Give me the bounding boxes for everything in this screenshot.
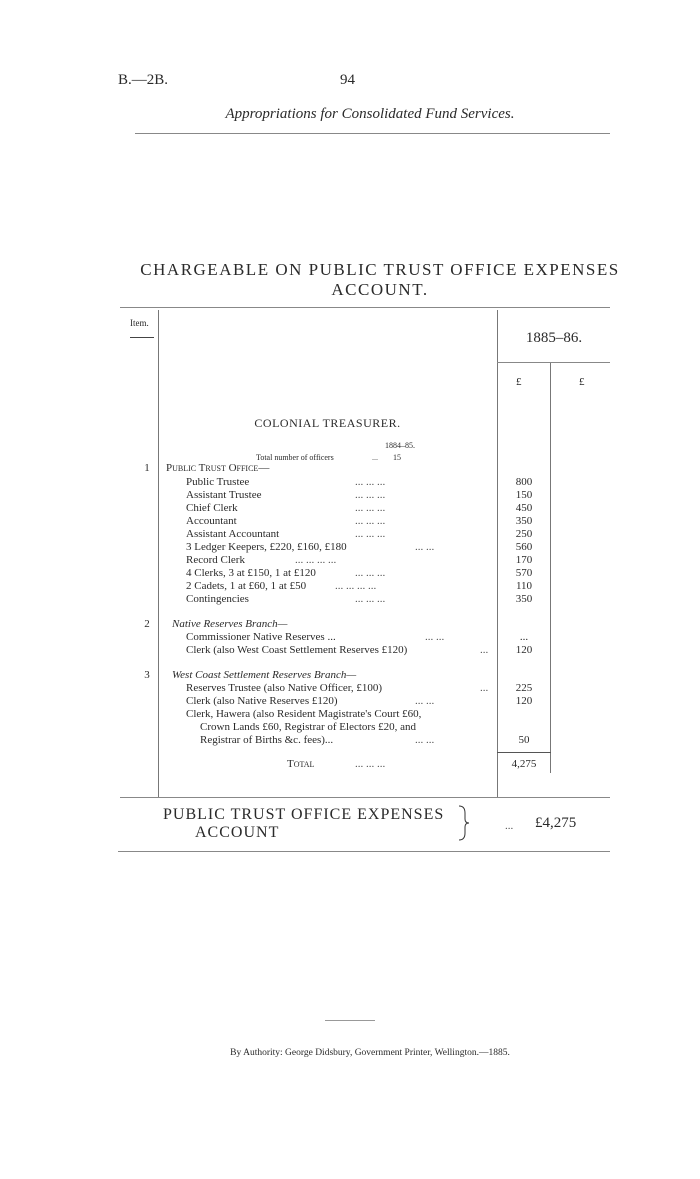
footer-rule	[325, 1020, 375, 1021]
line-amount: 120	[515, 695, 533, 707]
page-subtitle: Appropriations for Consolidated Fund Services.	[225, 106, 515, 122]
group-heading: West Coast Settlement Reserves Branch—	[172, 669, 357, 681]
line-dots: ... ... ... ...	[335, 580, 377, 592]
line-label: 2 Cadets, 1 at £60, 1 at £50	[186, 580, 307, 592]
line-amount: 110	[515, 580, 533, 592]
line-amount: 120	[515, 644, 533, 656]
document-reference: B.—2B.	[118, 72, 169, 88]
total-dots: ... ... ...	[355, 758, 386, 770]
line-label: Accountant	[186, 515, 237, 527]
line-label: Commissioner Native Reserves ...	[186, 631, 336, 643]
officers-dots: ...	[372, 453, 378, 462]
line-amount: ...	[519, 631, 529, 643]
line-amount: 570	[515, 567, 533, 579]
amount-column-divider	[497, 310, 498, 798]
total-amount: 4,275	[511, 758, 537, 770]
header-rule	[135, 133, 610, 134]
col2-unit: £	[579, 376, 585, 388]
line-dots: ... ...	[425, 631, 445, 643]
item-header-underline	[130, 337, 154, 338]
officers-label: Total number of officers	[256, 453, 334, 462]
line-label: Clerk (also Native Reserves £120)	[186, 695, 338, 707]
line-amount: 50	[518, 734, 530, 746]
line-amount: 150	[515, 489, 533, 501]
line-label: Assistant Trustee	[186, 489, 262, 501]
page-number: 94	[340, 72, 355, 88]
line-label: Contingencies	[186, 593, 249, 605]
col1-unit: £	[516, 376, 522, 388]
line-dots: ... ... ... ...	[295, 554, 337, 566]
summary-dots: ...	[505, 820, 514, 832]
year-header: 1885–86.	[525, 330, 583, 346]
line-dots: ... ...	[415, 734, 435, 746]
section-title: COLONIAL TREASURER.	[254, 416, 401, 430]
line-label: 3 Ledger Keepers, £220, £160, £180	[186, 541, 347, 553]
line-dots: ... ... ...	[355, 489, 386, 501]
line-amount: 225	[515, 682, 533, 694]
line-label: Reserves Trustee (also Native Officer, £100)	[186, 682, 383, 694]
line-label: Public Trustee	[186, 476, 250, 488]
group-heading: Native Reserves Branch—	[172, 618, 288, 630]
line-dots: ... ... ...	[355, 567, 386, 579]
line-dots: ... ... ...	[355, 528, 386, 540]
line-amount: 450	[515, 502, 533, 514]
item-number: 3	[144, 669, 150, 681]
line-label: Clerk (also West Coast Settlement Reserves £120)	[186, 644, 408, 656]
title-line-2: ACCOUNT.	[331, 280, 429, 299]
total-label: Total	[287, 758, 315, 770]
summary-label	[163, 806, 444, 842]
line-dots: ... ... ...	[355, 593, 386, 605]
item-number: 1	[144, 462, 150, 474]
line-dots: ... ... ...	[355, 502, 386, 514]
line-dots: ... ...	[415, 695, 435, 707]
line-amount: 350	[515, 593, 533, 605]
line-dots: ...	[480, 644, 489, 656]
title-line-1: CHARGEABLE ON PUBLIC TRUST OFFICE EXPENSES	[140, 260, 620, 279]
line-label: Chief Clerk	[186, 502, 238, 514]
summary-rule	[118, 851, 610, 852]
line-amount: 170	[515, 554, 533, 566]
table-top-rule	[120, 307, 610, 308]
table-bottom-rule	[120, 797, 610, 798]
summary-brace	[457, 805, 471, 841]
total-rule	[497, 752, 551, 753]
line-amount: 250	[515, 528, 533, 540]
line-dots: ... ...	[415, 541, 435, 553]
line-label: Record Clerk	[186, 554, 245, 566]
summary-line-2: ACCOUNT	[195, 824, 280, 841]
line-label: Clerk, Hawera (also Resident Magistrate's Court £60,	[186, 708, 422, 720]
officers-year: 1884–85.	[385, 441, 415, 450]
printer-imprint: By Authority: George Didsbury, Government Printer, Wellington.—1885.	[230, 1048, 510, 1058]
group-heading: Public Trust Office—	[166, 462, 270, 474]
line-label: Assistant Accountant	[186, 528, 280, 540]
line-label: Registrar of Births &c. fees)...	[200, 734, 334, 746]
line-dots: ...	[480, 682, 489, 694]
pound-column-divider	[550, 363, 551, 773]
line-label: 4 Clerks, 3 at £150, 1 at £120	[186, 567, 316, 579]
line-amount: 350	[515, 515, 533, 527]
item-number: 2	[144, 618, 150, 630]
line-label: Crown Lands £60, Registrar of Electors £20, and	[200, 721, 416, 733]
year-header-rule	[497, 362, 610, 363]
line-amount: 560	[515, 541, 533, 553]
line-dots: ... ... ...	[355, 515, 386, 527]
page-title	[140, 260, 620, 300]
item-column-divider	[158, 310, 159, 798]
officers-count: 15	[393, 453, 401, 462]
line-amount: 800	[515, 476, 533, 488]
summary-line-1: PUBLIC TRUST OFFICE EXPENSES	[163, 806, 445, 823]
summary-amount: £4,275	[535, 815, 577, 831]
line-dots: ... ... ...	[355, 476, 386, 488]
item-column-header: Item.	[130, 318, 149, 328]
